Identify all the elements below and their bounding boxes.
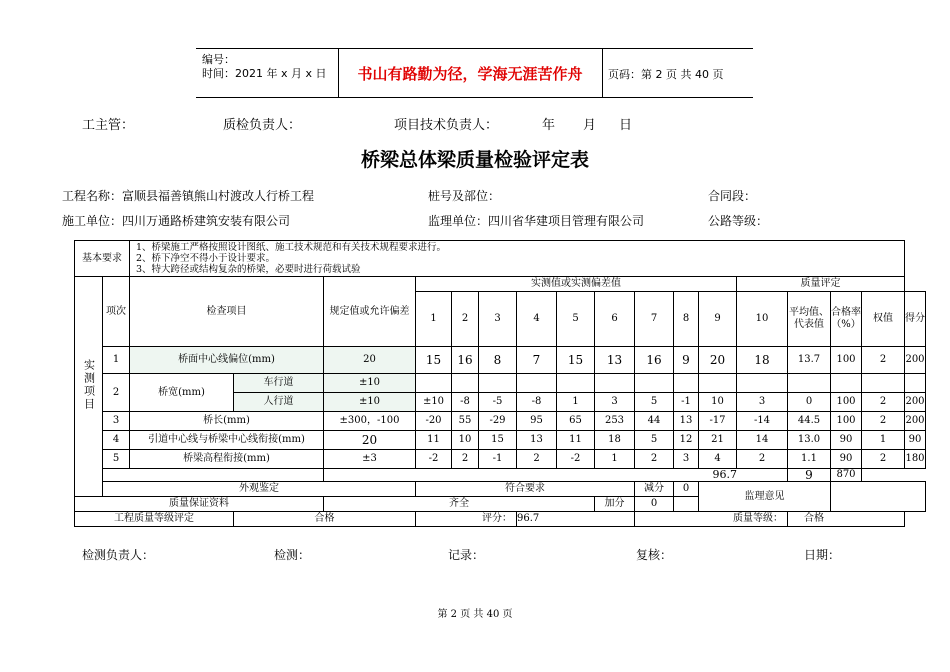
measured-value: 10 — [452, 431, 479, 450]
day-label: 日 — [619, 118, 633, 133]
measured-value: 14 — [737, 431, 788, 450]
measured-value — [557, 374, 595, 393]
table-row — [75, 431, 926, 450]
col-header: 5 — [557, 292, 595, 347]
month-label: 月 — [583, 118, 597, 133]
quality-grade-label: 质量等级： — [635, 512, 788, 527]
measured-value: 18 — [595, 431, 635, 450]
measured-value: 4 — [699, 450, 737, 469]
qc-label: 质检负责人： — [223, 118, 302, 133]
spec-value: ±10 — [324, 374, 416, 393]
measured-value: -8 — [452, 393, 479, 412]
lead-label: 检测负责人： — [82, 548, 155, 562]
sub-item-name: 人行道 — [234, 393, 324, 412]
measured-value: 11 — [416, 431, 452, 450]
project-name: 工程名称：富顺县福善镇熊山村渡改人行桥工程 — [62, 189, 315, 203]
item-no: 4 — [103, 431, 130, 450]
check-item-header: 检查项目 — [130, 277, 324, 347]
spec-value: 20 — [324, 347, 416, 374]
pile-label: 桩号及部位： — [428, 189, 501, 203]
motto: 书山有路勤为径，学海无涯苦作舟 — [357, 65, 583, 83]
add-value: 0 — [635, 497, 674, 512]
weight-value: 2 — [862, 450, 905, 469]
measured-value: 2 — [635, 450, 674, 469]
col-header: 2 — [452, 292, 479, 347]
spec-value: 20 — [324, 431, 416, 450]
col-header: 4 — [517, 292, 557, 347]
col-header: 6 — [595, 292, 635, 347]
score-value: 200 — [905, 412, 926, 431]
score-header: 得分 — [905, 292, 926, 347]
spec-header: 规定值或允许偏差 — [324, 277, 416, 347]
pass-rate-value: 90 — [831, 450, 862, 469]
pass-rate-value: 100 — [831, 347, 862, 374]
score-value: 200 — [905, 347, 926, 374]
col-header: 10 — [737, 292, 788, 347]
measured-value — [674, 374, 699, 393]
item-name: 桥长(mm) — [130, 412, 324, 431]
docs-value: 齐全 — [324, 497, 595, 512]
weight-value — [862, 374, 905, 393]
measured-value: 7 — [517, 347, 557, 374]
avg-header: 平均值、代表值 — [788, 292, 831, 347]
add-label: 加分 — [595, 497, 635, 512]
measured-value: 1 — [557, 393, 595, 412]
total-score: 870 — [831, 469, 862, 482]
measured-value: -2 — [416, 450, 452, 469]
spec-value: ±10 — [324, 393, 416, 412]
measured-value: 10 — [699, 393, 737, 412]
measured-value: 3 — [674, 450, 699, 469]
header-left — [202, 53, 327, 81]
weight-value: 2 — [862, 393, 905, 412]
supervisor-label: 工主管： — [82, 118, 135, 133]
measured-value: 15 — [416, 347, 452, 374]
weight-value: 1 — [862, 431, 905, 450]
year-label: 年 — [542, 118, 556, 133]
avg-value: 0 — [788, 393, 831, 412]
grade-value: 合格 — [234, 512, 416, 527]
measured-value: 13 — [595, 347, 635, 374]
measured-value: -2 — [557, 450, 595, 469]
measured-value: 16 — [635, 347, 674, 374]
measured-value: 15 — [557, 347, 595, 374]
item-name: 桥面中心线偏位(mm) — [130, 347, 324, 374]
item-name: 引道中心线与桥梁中心线衔接(mm) — [130, 431, 324, 450]
opinion-label: 监理意见 — [699, 482, 831, 512]
requirement-item: 3、特大跨径或结构复杂的桥梁，必要时进行荷载试验 — [136, 264, 361, 275]
quality-header: 质量评定 — [737, 277, 905, 292]
item-name: 桥梁高程衔接(mm) — [130, 450, 324, 469]
quality-table — [74, 240, 926, 527]
pass-rate-value: 100 — [831, 412, 862, 431]
record-label: 记录： — [448, 548, 485, 562]
requirements-text — [130, 241, 905, 277]
measured-value: -14 — [737, 412, 788, 431]
totals-row — [75, 469, 926, 482]
grade-label: 工程质量等级评定 — [75, 512, 234, 527]
measured-value: 5 — [635, 393, 674, 412]
supervisor-unit: 监理单位：四川省华建项目管理有限公司 — [428, 214, 645, 228]
measured-value: -20 — [416, 412, 452, 431]
measured-value — [737, 374, 788, 393]
measured-value: 253 — [595, 412, 635, 431]
measured-value: 12 — [674, 431, 699, 450]
header-divider — [602, 49, 603, 97]
measured-value: 9 — [674, 347, 699, 374]
measured-value: 15 — [479, 431, 517, 450]
tech-label: 项目技术负责人： — [394, 118, 499, 133]
spec-value: ±3 — [324, 450, 416, 469]
measured-value: 3 — [595, 393, 635, 412]
measured-value: 20 — [699, 347, 737, 374]
table-row — [75, 412, 926, 431]
road-grade: 公路等级： — [708, 214, 769, 228]
col-header: 8 — [674, 292, 699, 347]
item-no: 5 — [103, 450, 130, 469]
avg-value: 13.0 — [788, 431, 831, 450]
measured-value: 18 — [737, 347, 788, 374]
measured-value: -1 — [479, 450, 517, 469]
col-header: 3 — [479, 292, 517, 347]
avg-value: 13.7 — [788, 347, 831, 374]
score-value: 200 — [905, 393, 926, 412]
requirement-item: 1、桥梁施工严格按照设计图纸、施工技术规范和有关技术规程要求进行。 — [136, 242, 447, 253]
measured-value: 95 — [517, 412, 557, 431]
measured-value: 8 — [479, 347, 517, 374]
col-header: 1 — [416, 292, 452, 347]
measured-value: 2 — [452, 450, 479, 469]
pass-rate-value — [831, 374, 862, 393]
weight-header: 权值 — [862, 292, 905, 347]
spec-value: ±300，-100 — [324, 412, 416, 431]
score-value: 180 — [905, 450, 926, 469]
date-label: 日期： — [804, 548, 841, 562]
appearance-value: 符合要求 — [416, 482, 635, 497]
requirements-label: 基本要求 — [75, 241, 130, 277]
measured-value: 1 — [595, 450, 635, 469]
avg-value: 44.5 — [788, 412, 831, 431]
totals-blank — [103, 469, 324, 482]
appearance-label: 外观鉴定 — [103, 482, 416, 497]
tester-label: 检测： — [274, 548, 311, 562]
col-header: 9 — [699, 292, 737, 347]
measured-value: -8 — [517, 393, 557, 412]
pass-rate-header: 合格率（%） — [831, 292, 862, 347]
total-weight: 9 — [788, 469, 831, 482]
measured-header: 实测值或实测偏差值 — [416, 277, 737, 292]
page-footer: 第 2 页 共 40 页 — [437, 609, 513, 620]
weight-value: 2 — [862, 412, 905, 431]
col-header: 7 — [635, 292, 674, 347]
measured-value: ±10 — [416, 393, 452, 412]
measured-value — [452, 374, 479, 393]
deduct-label: 减分 — [635, 482, 674, 497]
item-no: 3 — [103, 412, 130, 431]
docs-label: 质量保证资料 — [75, 497, 324, 512]
avg-value — [788, 374, 831, 393]
measured-value: -1 — [674, 393, 699, 412]
measured-value — [635, 374, 674, 393]
page-title: 桥梁总体梁质量检验评定表 — [360, 149, 589, 171]
measured-value: 65 — [557, 412, 595, 431]
score-label: 评分： — [416, 512, 517, 527]
measured-value: 2 — [517, 450, 557, 469]
weight-value: 2 — [862, 347, 905, 374]
quality-grade-value: 合格 — [788, 512, 905, 527]
measured-value — [416, 374, 452, 393]
measured-value: -17 — [699, 412, 737, 431]
measured-value — [479, 374, 517, 393]
measured-value — [517, 374, 557, 393]
measured-value: 21 — [699, 431, 737, 450]
measured-value: 3 — [737, 393, 788, 412]
measured-items-label: 实测项目 — [75, 277, 103, 497]
sub-item-name: 车行道 — [234, 374, 324, 393]
item-name: 桥宽(mm) — [130, 374, 234, 412]
pass-rate-value: 90 — [831, 431, 862, 450]
total-avg: 96.7 — [324, 469, 788, 482]
requirement-item: 2、桥下净空不得小于设计要求。 — [136, 253, 276, 264]
item-no: 1 — [103, 347, 130, 374]
deduct-value: 0 — [674, 482, 699, 497]
measured-value: 5 — [635, 431, 674, 450]
measured-value: 11 — [557, 431, 595, 450]
measured-value: 2 — [737, 450, 788, 469]
measured-value — [699, 374, 737, 393]
item-no-header: 项次 — [103, 277, 130, 347]
score-value: 90 — [905, 431, 926, 450]
contract-label: 合同段： — [708, 189, 757, 203]
measured-value: -5 — [479, 393, 517, 412]
table-row — [75, 450, 926, 469]
measured-value: 55 — [452, 412, 479, 431]
measured-value: 16 — [452, 347, 479, 374]
page-code: 页码：第 2 页 共 40 页 — [608, 68, 724, 81]
measured-value — [595, 374, 635, 393]
opinion-value — [831, 482, 926, 512]
measured-value: 44 — [635, 412, 674, 431]
measured-value: 13 — [674, 412, 699, 431]
measured-value: -29 — [479, 412, 517, 431]
score-value — [905, 374, 926, 393]
time-label: 时间：2021 年 x 月 x 日 — [202, 67, 327, 80]
document-header — [196, 48, 753, 98]
measured-value: 13 — [517, 431, 557, 450]
table-row — [75, 347, 926, 374]
contractor: 施工单位：四川万通路桥建筑安装有限公司 — [62, 214, 291, 228]
review-label: 复核： — [636, 548, 673, 562]
number-label: 编号： — [202, 53, 235, 66]
avg-value: 1.1 — [788, 450, 831, 469]
table-row — [75, 374, 926, 393]
pass-rate-value: 100 — [831, 393, 862, 412]
item-no: 2 — [103, 374, 130, 412]
score-value-total: 96.7 — [517, 512, 635, 527]
